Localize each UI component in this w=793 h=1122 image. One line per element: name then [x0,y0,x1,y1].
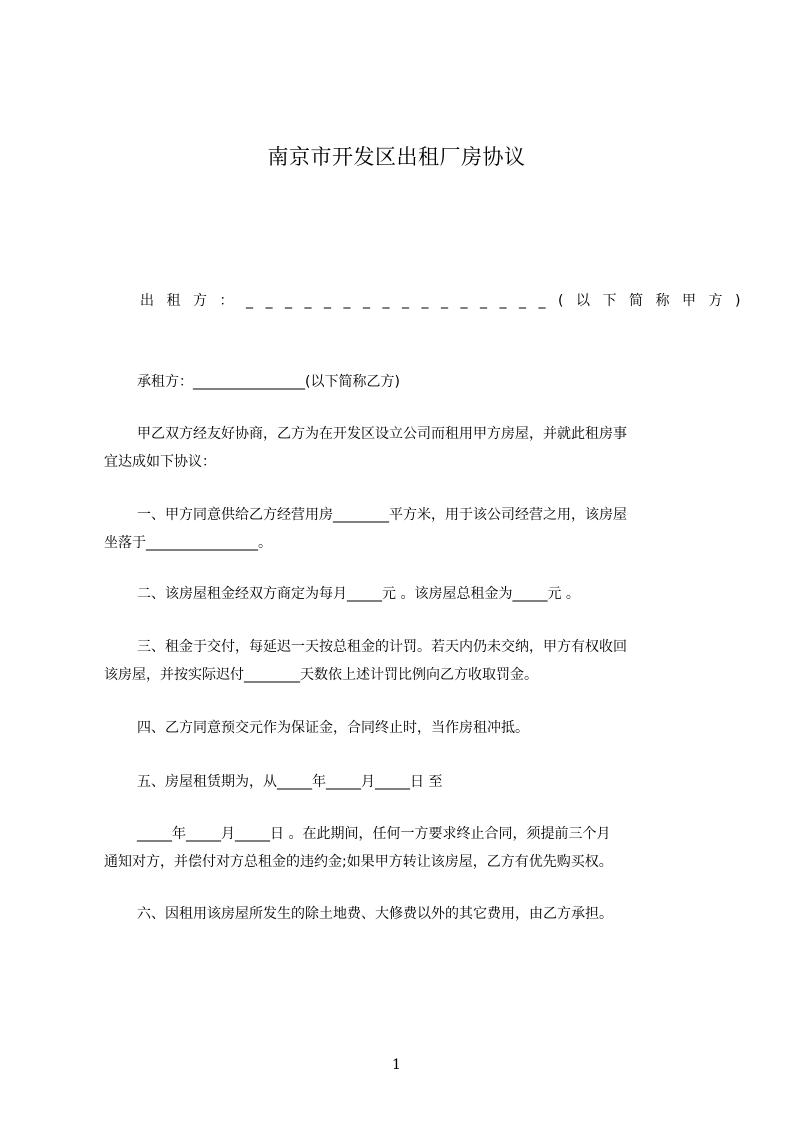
page-number: 1 [392,1057,401,1073]
clause-5-line-3: 通知对方，并偿付对方总租金的违约金;如果甲方转让该房屋，乙方有优先购买权。 [104,854,613,870]
clause-3-line-1: 三、租金于交付，每延迟一天按总租金的计罚。若天内仍未交纳，甲方有权收回 [137,639,627,655]
clause-5-line-1: 五、房屋租赁期为，从_____年_____月_____日 至 [137,774,443,790]
document-title: 南京市开发区出租厂房协议 [267,145,526,169]
clause-1-line-1: 一、甲方同意供给乙方经营用房________平方米，用于该公司经营之用，该房屋 [137,507,627,523]
clause-5-line-2: _____年_____月_____日 。在此期间，任何一方要求终止合同，须提前三个月 [137,826,611,842]
preamble-line-1: 甲乙双方经友好协商，乙方为在开发区设立公司而租用甲方房屋，并就此租房事 [137,426,627,442]
preamble-line-2: 宜达成如下协议： [104,454,216,470]
clause-6: 六、因租用该房屋所发生的除土地费、大修费以外的其它费用，由乙方承担。 [137,906,613,922]
lessor-line: 出租方：________________(以下简称甲方) [140,293,753,309]
clause-1-line-2: 坐落于________________。 [104,535,272,551]
clause-3-line-2: 该房屋，并按实际迟付________天数依上述计罚比例向乙方收取罚金。 [104,667,538,683]
lessee-line: 承租方：________________(以下简称乙方) [137,374,400,390]
clause-4: 四、乙方同意预交元作为保证金，合同终止时，当作房租冲抵。 [137,720,529,736]
clause-2: 二、该房屋租金经双方商定为每月_____元 。该房屋总租金为_____元 。 [137,586,580,602]
